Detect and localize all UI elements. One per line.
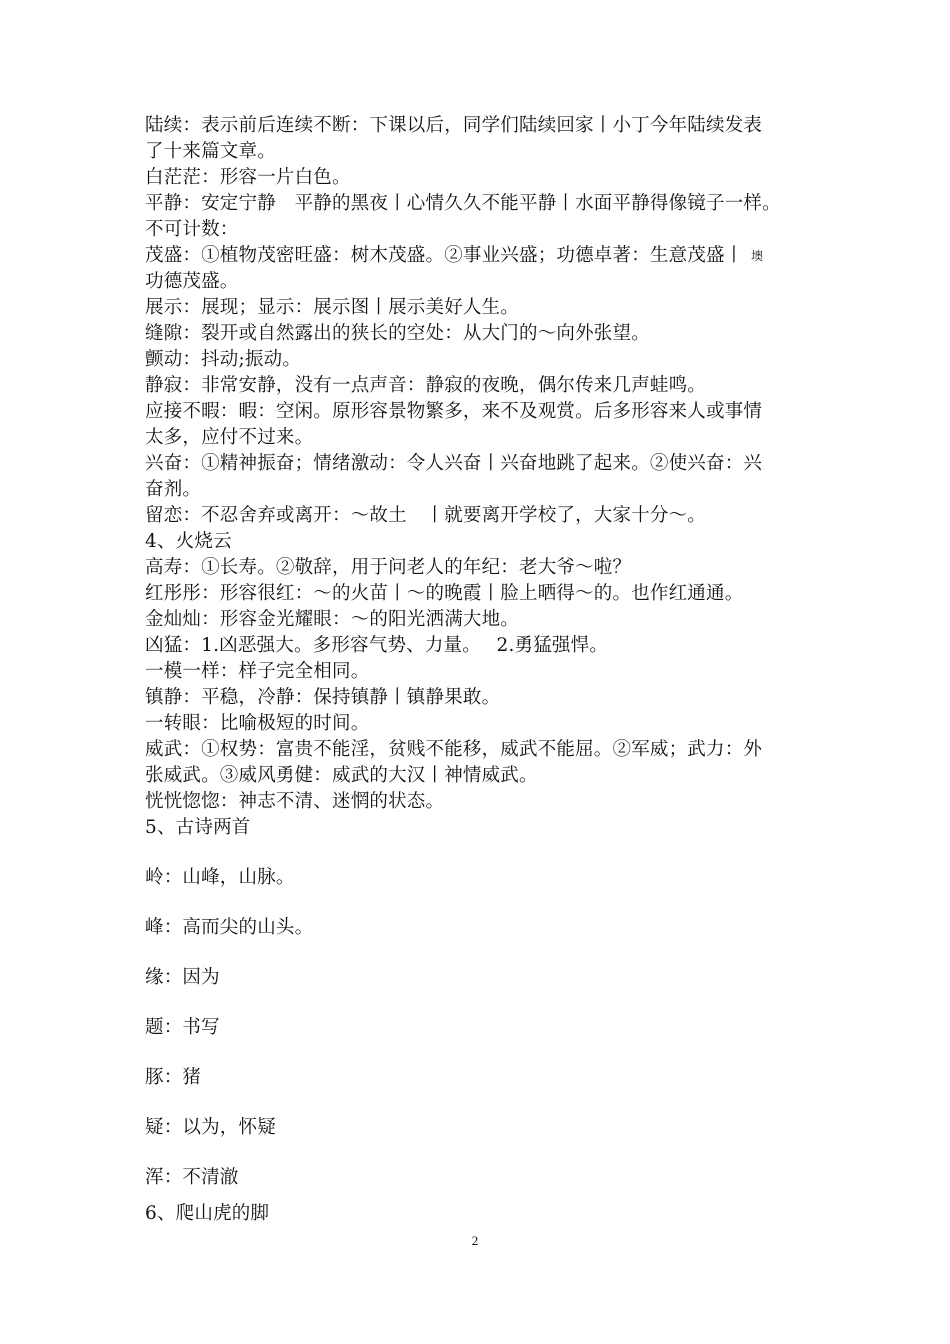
text-line: 红彤彤：形容很红：～的火苗丨～的晚霞丨脸上晒得～的。也作红通通。	[145, 583, 744, 604]
page-number: 2	[471, 1233, 479, 1248]
text-line: 功德茂盛。	[145, 271, 239, 292]
text-line: 平静：安定宁静 平静的黑夜丨心情久久不能平静丨水面平静得像镜子一样。	[145, 193, 781, 214]
text-line: 一模一样：样子完全相同。	[145, 661, 370, 682]
definition-line: 岭：山峰，山脉。	[145, 867, 295, 888]
text-line: 茂盛：①植物茂密旺盛：树木茂盛。②事业兴盛；功德卓著：生意茂盛丨	[145, 245, 744, 266]
text-line: 留恋：不忍舍弃或离开：～故土 丨就要离开学校了，大家十分～。	[145, 505, 707, 526]
text-line: 兴奋：①精神振奋；情绪激动：令人兴奋丨兴奋地跳了起来。②使兴奋：兴	[145, 453, 763, 474]
section-heading: 5、古诗两首	[145, 817, 251, 838]
document-body	[145, 113, 815, 1227]
definition-line: 豚：猪	[145, 1067, 202, 1088]
text-line: 不可计数：	[145, 219, 239, 240]
text-line: 静寂：非常安静，没有一点声音：静寂的夜晚，偶尔传来几声蛙鸣。	[145, 375, 707, 396]
text-line: 高寿：①长寿。②敬辞，用于问老人的年纪：老大爷～啦？	[145, 557, 632, 578]
text-line: 凶猛：1.凶恶强大。多形容气势、力量。 2.勇猛强悍。	[145, 635, 609, 656]
stray-mark: 墺	[751, 249, 764, 263]
text-line: 威武：①权势：富贵不能淫，贫贱不能移，威武不能屈。②军威；武力：外	[145, 739, 763, 760]
text-line: 陆续：表示前后连续不断：下课以后，同学们陆续回家丨小丁今年陆续发表	[145, 115, 763, 136]
section-heading: 6、爬山虎的脚	[145, 1203, 270, 1224]
definition-line: 缘：因为	[145, 967, 220, 988]
text-line: 张威武。③威风勇健：威武的大汉丨神情威武。	[145, 765, 538, 786]
definition-line: 疑：以为，怀疑	[145, 1117, 276, 1138]
text-line: 一转眼：比喻极短的时间。	[145, 713, 370, 734]
text-line: 恍恍惚惚：神志不清、迷惘的状态。	[145, 791, 445, 812]
text-line: 镇静：平稳，冷静：保持镇静丨镇静果敢。	[145, 687, 501, 708]
text-line: 展示：展现；显示：展示图丨展示美好人生。	[145, 297, 520, 318]
text-line: 金灿灿：形容金光耀眼：～的阳光洒满大地。	[145, 609, 520, 630]
text-line: 颤动：抖动;振动。	[145, 349, 302, 370]
definition-line: 浑：不清澈	[145, 1167, 239, 1188]
text-line: 缝隙：裂开或自然露出的狭长的空处：从大门的～向外张望。	[145, 323, 650, 344]
text-line: 了十来篇文章。	[145, 141, 276, 162]
text-line: 白茫茫：形容一片白色。	[145, 167, 351, 188]
definition-line: 题：书写	[145, 1017, 220, 1038]
text-line: 应接不暇：暇：空闲。原形容景物繁多，来不及观赏。后多形容来人或事情	[145, 401, 763, 422]
text-line: 奋剂。	[145, 479, 202, 500]
definition-line: 峰：高而尖的山头。	[145, 917, 314, 938]
section-heading: 4、火烧云	[145, 531, 232, 552]
text-line: 太多，应付不过来。	[145, 427, 314, 448]
